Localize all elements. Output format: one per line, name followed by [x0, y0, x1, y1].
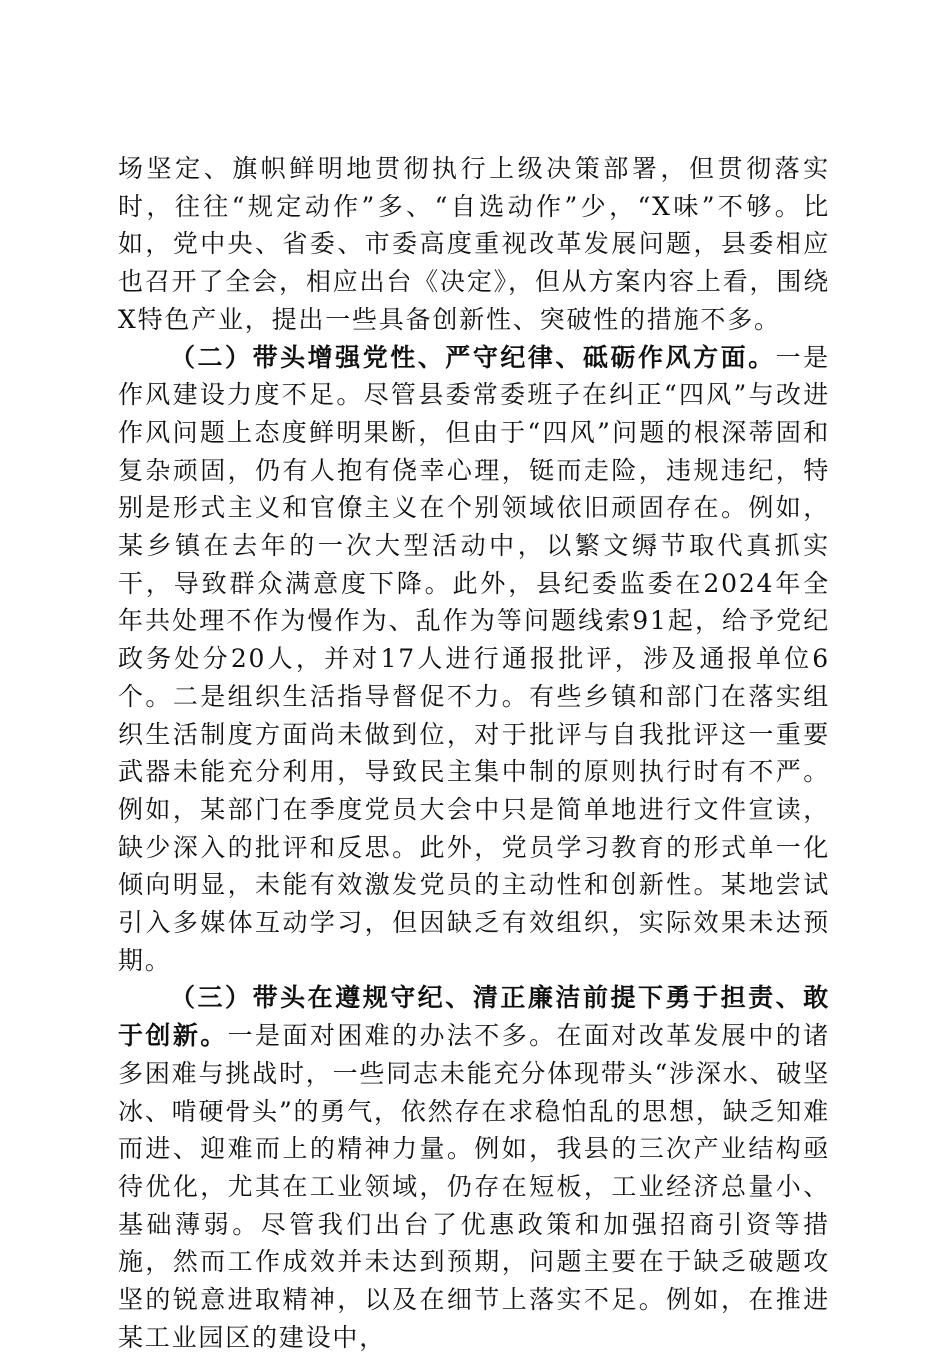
paragraph-continuation	[118, 150, 830, 339]
paragraph-body-text: 场坚定、旗帜鲜明地贯彻执行上级决策部署，但贯彻落实时，往往“规定动作”多、“自选动作”少，“X味”不够。比如，党中央、省委、市委高度重视改革发展问题，县委相应也召开了全会，相应出台《决定》，但从方案内容上看，围绕X特色产业，提出一些具备创新性、突破性的措施不多。	[118, 154, 830, 334]
document-body	[118, 150, 830, 1357]
paragraph-body-text: 一是作风建设力度不足。尽管县委常委班子在纠正“四风”与改进作风问题上态度鲜明果断，但由于“四风”问题的根深蒂固和复杂顽固，仍有人抱有侥幸心理，铤而走险，违规违纪，特别是形式主义和官僚主义在个别领域依旧顽固存在。例如，某乡镇在去年的一次大型活动中，以繁文缛节取代真抓实干，导致群众满意度下降。此外，县纪委监委在2024年全年共处理不作为慢作为、乱作为等问题线索91起，给予党纪政务处分20人，并对17人进行通报批评，涉及通报单位6个。二是组织生活指导督促不力。有些乡镇和部门在落实组织生活制度方面尚未做到位，对于批评与自我批评这一重要武器未能充分利用，导致民主集中制的原则执行时有不严。例如，某部门在季度党员大会中只是简单地进行文件宣读，缺少深入的批评和反思。此外，党员学习教育的形式单一化倾向明显，未能有效激发党员的主动性和创新性。某地尝试引入多媒体互动学习，但因缺乏有效组织，实际效果未达预期。	[118, 342, 830, 975]
paragraph-body-text: 一是面对困难的办法不多。在面对改革发展中的诸多困难与挑战时，一些同志未能充分体现带头“涉深水、破坚冰、啃硬骨头”的勇气，依然存在求稳怕乱的思想，缺乏知难而进、迎难而上的精神力量。例如，我县的三次产业结构亟待优化，尤其在工业领域，仍存在短板，工业经济总量小、基础薄弱。尽管我们出台了优惠政策和加强招商引资等措施，然而工作成效并未达到预期，问题主要在于缺乏破题攻坚的锐意进取精神，以及在细节上落实不足。例如，在推进某工业园区的建设中，	[118, 1021, 830, 1352]
paragraph-section-two	[118, 339, 830, 980]
section-heading-three: （三）带头在遵规守纪、清正廉洁前提下勇于担责、敢于创新。	[118, 983, 830, 1051]
paragraph-section-three	[118, 979, 830, 1356]
section-heading-two: （二）带头增强党性、严守纪律、砥砺作风方面。	[170, 342, 776, 372]
